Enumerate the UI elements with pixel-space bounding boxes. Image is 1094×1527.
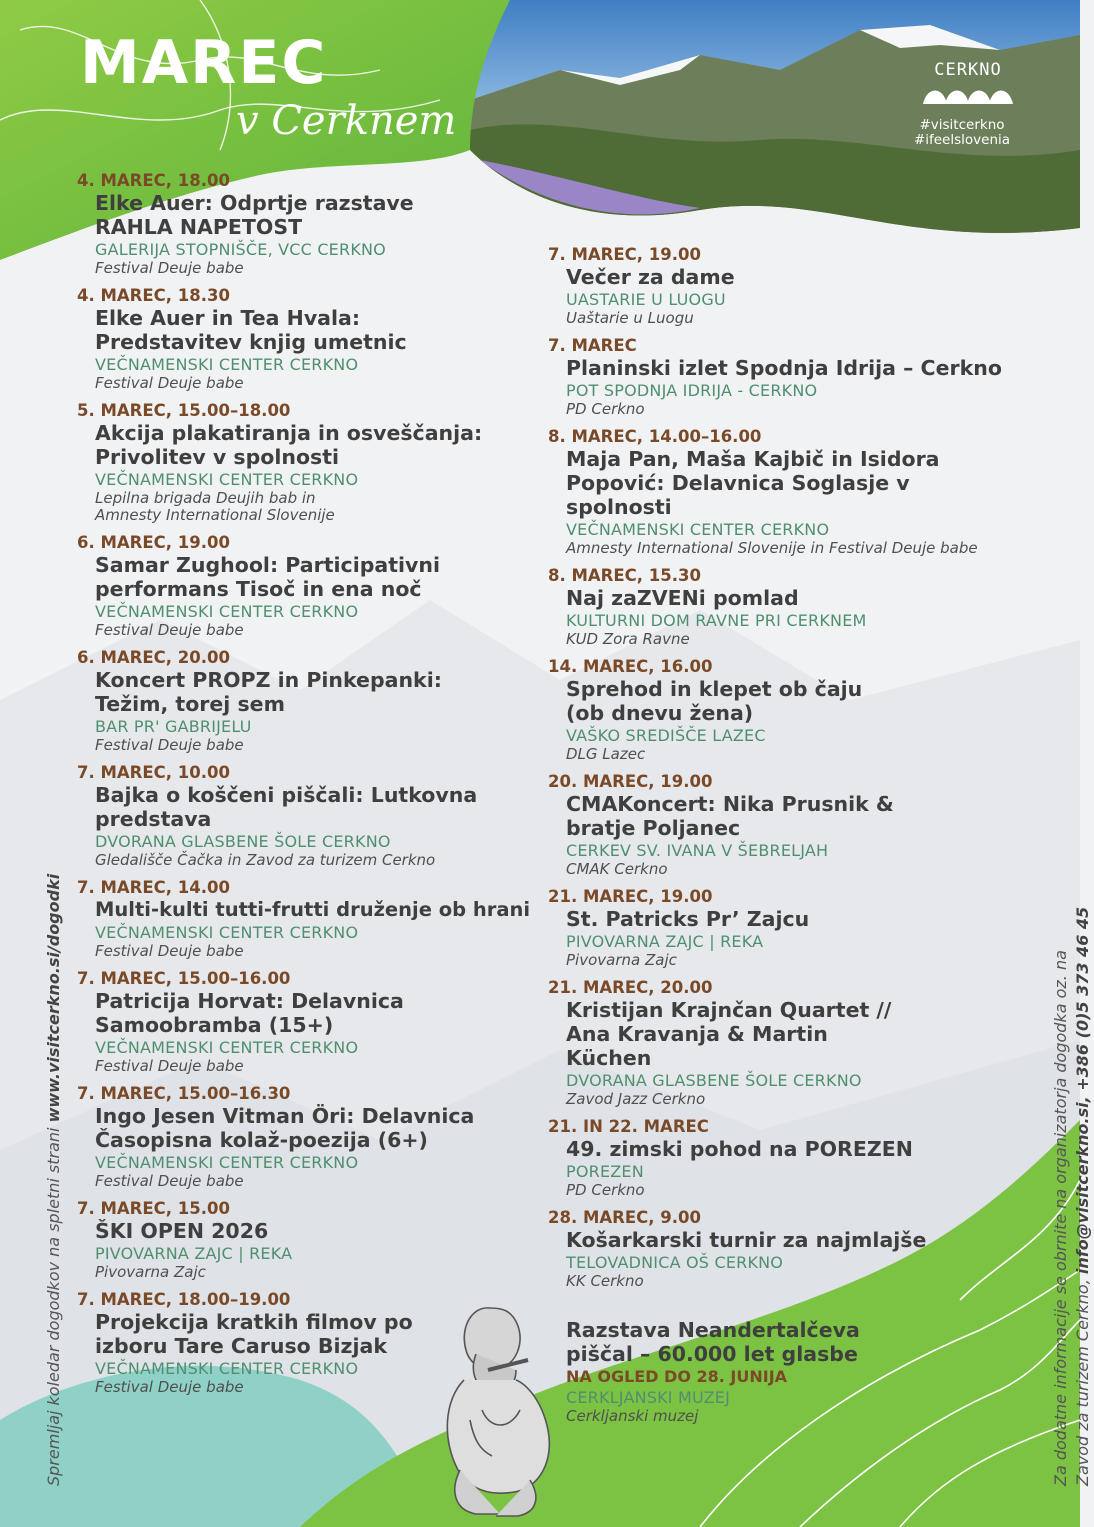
event-organizer: Zavod Jazz Cerkno bbox=[566, 1090, 706, 1108]
page-subtitle: v Cerknem bbox=[236, 98, 457, 144]
event-item bbox=[77, 877, 542, 960]
event-title: Košarkarski turnir za najmlajše bbox=[566, 1228, 927, 1252]
event-venue: VEČNAMENSKI CENTER CERKNO bbox=[95, 355, 359, 374]
logo-hills-icon bbox=[923, 82, 1013, 104]
event-venue: PIVOVARNA ZAJC | REKA bbox=[566, 932, 764, 951]
event-venue: VEČNAMENSKI CENTER CERKNO bbox=[95, 470, 359, 489]
event-date: 7. MAREC, 19.00 bbox=[548, 245, 701, 264]
event-organizer: KK Cerkno bbox=[566, 1272, 644, 1290]
event-title: Maja Pan, Maša Kajbič in Isidora Popović: Delavnica Soglasje v spolnosti bbox=[566, 447, 940, 519]
event-date: 14. MAREC, 16.00 bbox=[548, 657, 713, 676]
event-organizer: Festival Deuje babe bbox=[95, 1378, 244, 1396]
event-organizer: Festival Deuje babe bbox=[95, 374, 244, 392]
event-date: 21. MAREC, 19.00 bbox=[548, 887, 713, 906]
event-date: 4. MAREC, 18.30 bbox=[77, 286, 230, 305]
event-organizer: DLG Lazec bbox=[566, 745, 646, 763]
event-title: Naj zaZVENi pomlad bbox=[566, 586, 799, 610]
exhibition-item bbox=[548, 1318, 1018, 1425]
event-date: 8. MAREC, 14.00–16.00 bbox=[548, 427, 762, 446]
event-date: 21. MAREC, 20.00 bbox=[548, 978, 713, 997]
cerkno-logo bbox=[918, 60, 1018, 104]
event-title: Samar Zughool: Participativni performans Tisoč in ena noč bbox=[95, 553, 441, 601]
event-item bbox=[77, 400, 542, 524]
exhibition-venue: CERKLJANSKI MUZEJ bbox=[566, 1388, 731, 1407]
event-venue: KULTURNI DOM RAVNE PRI CERKNEM bbox=[566, 611, 867, 630]
event-date: 28. MAREC, 9.00 bbox=[548, 1208, 701, 1227]
event-title: Planinski izlet Spodnja Idrija – Cerkno bbox=[566, 356, 1002, 380]
event-venue: VEČNAMENSKI CENTER CERKNO bbox=[95, 923, 359, 942]
event-organizer: Pivovarna Zajc bbox=[95, 1263, 206, 1281]
event-date: 8. MAREC, 15.30 bbox=[548, 566, 701, 585]
hashtag-visitcerkno: #visitcerkno bbox=[919, 117, 1005, 133]
event-date: 20. MAREC, 19.00 bbox=[548, 772, 713, 791]
event-venue: VAŠKO SREDIŠČE LAZEC bbox=[566, 726, 766, 745]
event-title: Sprehod in klepet ob čaju (ob dnevu žena) bbox=[566, 677, 863, 725]
event-item bbox=[548, 771, 1018, 878]
event-title: Bajka o koščeni piščali: Lutkovna predstava bbox=[95, 783, 478, 831]
event-item bbox=[77, 532, 542, 639]
event-venue: VEČNAMENSKI CENTER CERKNO bbox=[95, 1359, 359, 1378]
event-item bbox=[548, 1207, 1018, 1290]
exhibition-title: Razstava Neandertalčeva piščal – 60.000 let glasbe bbox=[566, 1318, 860, 1366]
event-item bbox=[548, 335, 1018, 418]
event-date: 5. MAREC, 15.00–18.00 bbox=[77, 401, 291, 420]
event-title: ŠKI OPEN 2026 bbox=[95, 1219, 269, 1243]
event-venue: VEČNAMENSKI CENTER CERKNO bbox=[95, 602, 359, 621]
event-date: 6. MAREC, 20.00 bbox=[77, 648, 230, 667]
event-item bbox=[77, 1083, 542, 1190]
hashtag-ifeelslovenia: #ifeelslovenia bbox=[913, 132, 1011, 148]
event-venue: PIVOVARNA ZAJC | REKA bbox=[95, 1244, 293, 1263]
event-title: CMAKoncert: Nika Prusnik & bratje Poljanec bbox=[566, 792, 894, 840]
event-organizer: Lepilna brigada Deujih bab in Amnesty International Slovenije bbox=[95, 489, 335, 524]
page-title: MAREC bbox=[80, 28, 328, 98]
events-column-left bbox=[77, 170, 542, 1404]
event-title: Kristijan Krajnčan Quartet // Ana Kravanja & Martin Küchen bbox=[566, 998, 892, 1070]
event-venue: POT SPODNJA IDRIJA - CERKNO bbox=[566, 381, 818, 400]
event-item bbox=[77, 762, 542, 869]
event-title: Projekcija kratkih filmov po izboru Tare Caruso Bizjak bbox=[95, 1310, 413, 1358]
event-date: 7. MAREC bbox=[548, 336, 637, 355]
event-venue: POREZEN bbox=[566, 1162, 644, 1181]
event-title: Ingo Jesen Vitman Öri: Delavnica Časopisna kolaž-poezija (6+) bbox=[95, 1104, 475, 1152]
event-item bbox=[548, 1116, 1018, 1199]
event-organizer: CMAK Cerkno bbox=[566, 860, 668, 878]
event-organizer: Uaštarie u Luogu bbox=[566, 309, 694, 327]
exhibition-organizer: Cerkljanski muzej bbox=[566, 1407, 699, 1425]
hashtags bbox=[892, 118, 1032, 148]
event-item bbox=[77, 170, 542, 277]
event-title: St. Patricks Pr’ Zajcu bbox=[566, 907, 810, 931]
event-item bbox=[77, 1198, 542, 1281]
event-date: 7. MAREC, 15.00 bbox=[77, 1199, 230, 1218]
event-date: 4. MAREC, 18.00 bbox=[77, 171, 230, 190]
event-item bbox=[548, 656, 1018, 763]
event-venue: VEČNAMENSKI CENTER CERKNO bbox=[95, 1038, 359, 1057]
event-organizer: KUD Zora Ravne bbox=[566, 630, 690, 648]
event-venue: DVORANA GLASBENE ŠOLE CERKNO bbox=[95, 832, 391, 851]
event-venue: DVORANA GLASBENE ŠOLE CERKNO bbox=[566, 1071, 862, 1090]
event-date: 7. MAREC, 15.00–16.00 bbox=[77, 969, 291, 988]
event-title: 49. zimski pohod na POREZEN bbox=[566, 1137, 913, 1161]
contact-line-2 bbox=[1072, 866, 1094, 1486]
events-website-link[interactable]: www.visitcerkno.si/dogodki bbox=[44, 873, 63, 1123]
contact-email-phone[interactable]: info@visitcerkno.si, +386 (0)5 373 46 45 bbox=[1073, 906, 1092, 1275]
event-title: Patricija Horvat: Delavnica Samoobramba (15+) bbox=[95, 989, 404, 1037]
event-item bbox=[77, 285, 542, 392]
event-date: 21. IN 22. MAREC bbox=[548, 1117, 709, 1136]
event-item bbox=[548, 886, 1018, 969]
event-venue: VEČNAMENSKI CENTER CERKNO bbox=[566, 520, 830, 539]
event-date: 7. MAREC, 10.00 bbox=[77, 763, 230, 782]
contact-org: Zavod za turizem Cerkno, bbox=[1073, 1274, 1092, 1486]
event-organizer: Amnesty International Slovenije in Festival Deuje babe bbox=[566, 539, 978, 557]
event-organizer: Festival Deuje babe bbox=[95, 1057, 244, 1075]
event-venue: BAR PR' GABRIJELU bbox=[95, 717, 252, 736]
event-organizer: Festival Deuje babe bbox=[95, 1172, 244, 1190]
neanderthal-flute-player-illustration bbox=[430, 1300, 570, 1522]
event-title: Multi-kulti tutti-frutti druženje ob hrani bbox=[95, 898, 531, 921]
event-item bbox=[548, 426, 1018, 557]
event-venue: GALERIJA STOPNIŠČE, VCC CERKNO bbox=[95, 240, 386, 259]
event-item bbox=[548, 244, 1018, 327]
event-item bbox=[548, 977, 1018, 1108]
event-venue: VEČNAMENSKI CENTER CERKNO bbox=[95, 1153, 359, 1172]
event-item bbox=[77, 647, 542, 754]
event-organizer: PD Cerkno bbox=[566, 400, 645, 418]
events-column-right bbox=[548, 244, 1018, 1433]
event-date: 7. MAREC, 18.00–19.00 bbox=[77, 1290, 291, 1309]
event-organizer: Pivovarna Zajc bbox=[566, 951, 677, 969]
event-title: Elke Auer: Odprtje razstave RAHLA NAPETOST bbox=[95, 191, 414, 239]
event-date: 6. MAREC, 19.00 bbox=[77, 533, 230, 552]
sidebar-note-text: Spremljaj koledar dogodkov na spletni strani bbox=[44, 1122, 63, 1486]
event-title: Večer za dame bbox=[566, 265, 735, 289]
event-date: 7. MAREC, 15.00–16.30 bbox=[77, 1084, 291, 1103]
logo-text: CERKNO bbox=[934, 60, 1002, 80]
event-venue: TELOVADNICA OŠ CERKNO bbox=[566, 1253, 784, 1272]
contact-line-1: Za dodatne informacije se obrnite na organizatorja dogodka oz. na bbox=[1051, 950, 1070, 1486]
event-item bbox=[77, 968, 542, 1075]
event-date: 7. MAREC, 14.00 bbox=[77, 878, 230, 897]
event-title: Koncert PROPZ in Pinkepanki: Težim, torej sem bbox=[95, 668, 442, 716]
event-title: Elke Auer in Tea Hvala: Predstavitev knjig umetnic bbox=[95, 306, 407, 354]
event-organizer: Festival Deuje babe bbox=[95, 259, 244, 277]
event-item bbox=[548, 565, 1018, 648]
sidebar-contact-note bbox=[1050, 866, 1094, 1486]
event-organizer: Festival Deuje babe bbox=[95, 621, 244, 639]
event-organizer: Festival Deuje babe bbox=[95, 942, 244, 960]
event-venue: UASTARIE U LUOGU bbox=[566, 290, 726, 309]
event-title: Akcija plakatiranja in osveščanja: Privolitev v spolnosti bbox=[95, 421, 483, 469]
exhibition-note: NA OGLED DO 28. JUNIJA bbox=[566, 1367, 788, 1386]
event-organizer: PD Cerkno bbox=[566, 1181, 645, 1199]
event-venue: CERKEV SV. IVANA V ŠEBRELJAH bbox=[566, 841, 829, 860]
event-organizer: Gledališče Čačka in Zavod za turizem Cerkno bbox=[95, 851, 436, 869]
event-organizer: Festival Deuje babe bbox=[95, 736, 244, 754]
sidebar-website-note bbox=[44, 874, 63, 1486]
